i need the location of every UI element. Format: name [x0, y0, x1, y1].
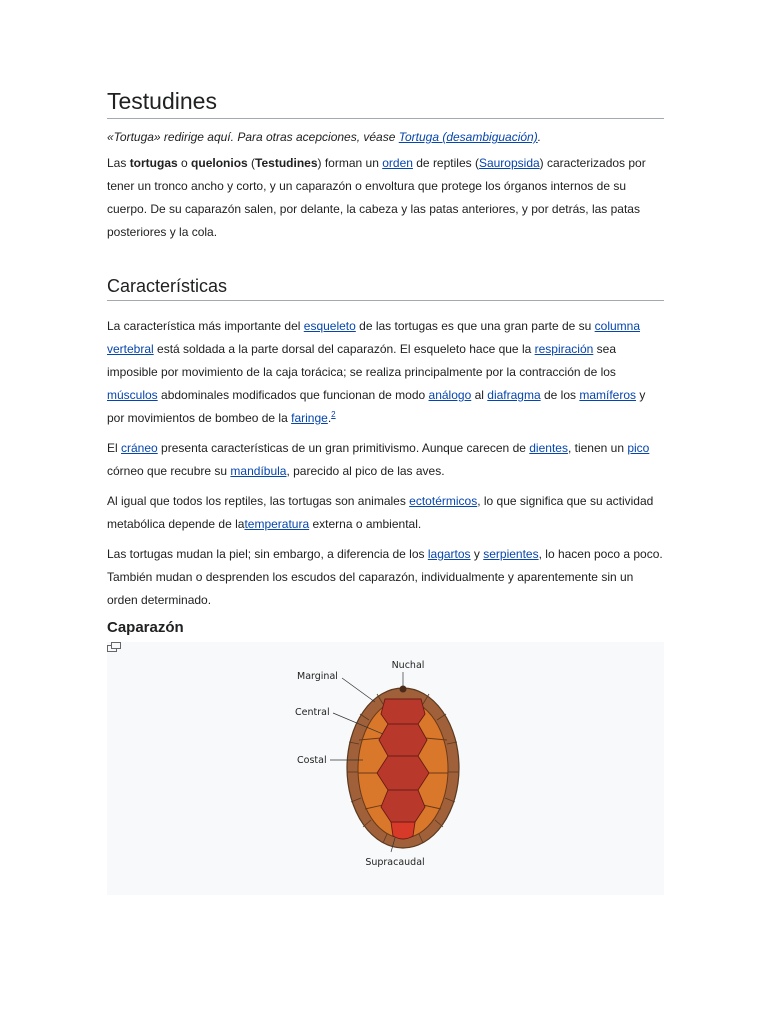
- text: de las tortugas es que una gran parte de su: [355, 319, 595, 333]
- text: de los: [540, 388, 580, 402]
- link-respiracion[interactable]: respiración: [534, 342, 594, 356]
- paragraph-esqueleto: [107, 315, 664, 430]
- link-dientes[interactable]: dientes: [529, 441, 568, 455]
- link-sauropsida[interactable]: Sauropsida: [478, 156, 540, 170]
- text: está soldada a la parte dorsal del caparazón. El esqueleto hace que la: [153, 342, 535, 356]
- text: , parecido al pico de las aves.: [286, 464, 445, 478]
- text: Las: [107, 156, 130, 170]
- link-temperatura[interactable]: temperatura: [244, 517, 310, 531]
- label-supracaudal: Supracaudal: [365, 857, 425, 868]
- supracaudal-scute: [391, 822, 415, 839]
- enlarge-icon[interactable]: [107, 642, 121, 652]
- hatnote-text-end: .: [537, 130, 542, 144]
- link-columna-vertebral[interactable]: columna vertebral: [107, 319, 640, 356]
- reference-link[interactable]: 2: [331, 410, 336, 419]
- link-craneo[interactable]: cráneo: [121, 441, 158, 455]
- link-ectotermicos[interactable]: ectotérmicos: [409, 494, 478, 508]
- text: La característica más importante del: [107, 319, 304, 333]
- bold-term: Testudines: [255, 156, 318, 170]
- link-lagartos[interactable]: lagartos: [427, 547, 471, 561]
- bold-term: tortugas: [129, 156, 178, 170]
- text: , lo hacen poco a poco. También mudan o desprenden los escudos del caparazón, individualmente y aparentemente sin un orden determinado.: [107, 547, 663, 607]
- nuchal-scute: [400, 686, 407, 693]
- text: , tienen un: [567, 441, 628, 455]
- text: (: [247, 156, 256, 170]
- central-scutes: [377, 699, 429, 822]
- bold-term: quelonios: [191, 156, 248, 170]
- text: , lo que significa que su actividad metabólica depende de la: [107, 494, 654, 531]
- link-esqueleto[interactable]: esqueleto: [303, 319, 356, 333]
- text: ) forman un: [317, 156, 383, 170]
- text: Las tortugas mudan la piel; sin embargo, a diferencia de los: [107, 547, 428, 561]
- intro-paragraph: [107, 152, 664, 244]
- hatnote: [107, 128, 664, 146]
- text: .: [327, 411, 332, 425]
- text: córneo que recubre su: [107, 464, 231, 478]
- link-diafragma[interactable]: diafragma: [487, 388, 541, 402]
- hatnote-text: «Tortuga» redirige aquí. Para otras acepciones, véase: [107, 130, 399, 144]
- page-title: Testudines: [107, 86, 664, 119]
- link-mamiferos[interactable]: mamíferos: [579, 388, 637, 402]
- label-costal: Costal: [297, 755, 327, 766]
- paragraph-ectotermicos: [107, 490, 664, 536]
- link-faringe[interactable]: faringe: [291, 411, 328, 425]
- carapace-diagram: [107, 642, 664, 895]
- text: o: [177, 156, 192, 170]
- label-nuchal: Nuchal: [391, 660, 425, 671]
- carapace-figure[interactable]: [107, 642, 664, 895]
- section-heading-caparazon: Caparazón: [107, 619, 184, 636]
- text: de reptiles (: [412, 156, 479, 170]
- paragraph-muda: [107, 543, 664, 612]
- text: y: [470, 547, 484, 561]
- text: externa o ambiental.: [309, 517, 422, 531]
- text: presenta características de un gran primitivismo. Aunque carecen de: [157, 441, 530, 455]
- text: sea imposible por movimiento de la caja torácica; se realiza principalmente por la contracción de los: [107, 342, 617, 379]
- text: ) caracterizados por tener un tronco ancho y corto, y un caparazón o envoltura que protege los órganos internos de su cuerpo. De su caparazón salen, por delante, la cabeza y las patas anteriores, y por detrás, las patas posteriores y la cola.: [107, 156, 646, 239]
- link-mandibula[interactable]: mandíbula: [230, 464, 287, 478]
- text: El: [107, 441, 122, 455]
- article: [107, 86, 664, 895]
- link-musculos[interactable]: músculos: [107, 388, 158, 402]
- link-analogo[interactable]: análogo: [428, 388, 472, 402]
- text: abdominales modificados que funcionan de modo: [157, 388, 429, 402]
- label-central: Central: [295, 707, 330, 718]
- link-serpientes[interactable]: serpientes: [483, 547, 539, 561]
- paragraph-craneo: [107, 437, 664, 483]
- link-orden[interactable]: orden: [382, 156, 413, 170]
- text: al: [471, 388, 488, 402]
- text: Al igual que todos los reptiles, las tortugas son animales: [107, 494, 410, 508]
- label-marginal: Marginal: [297, 671, 338, 682]
- hatnote-link[interactable]: Tortuga (desambiguación): [398, 130, 538, 144]
- link-pico[interactable]: pico: [627, 441, 650, 455]
- text: y por movimientos de bombeo de la: [107, 388, 646, 425]
- section-heading-caracteristicas: Características: [107, 274, 664, 301]
